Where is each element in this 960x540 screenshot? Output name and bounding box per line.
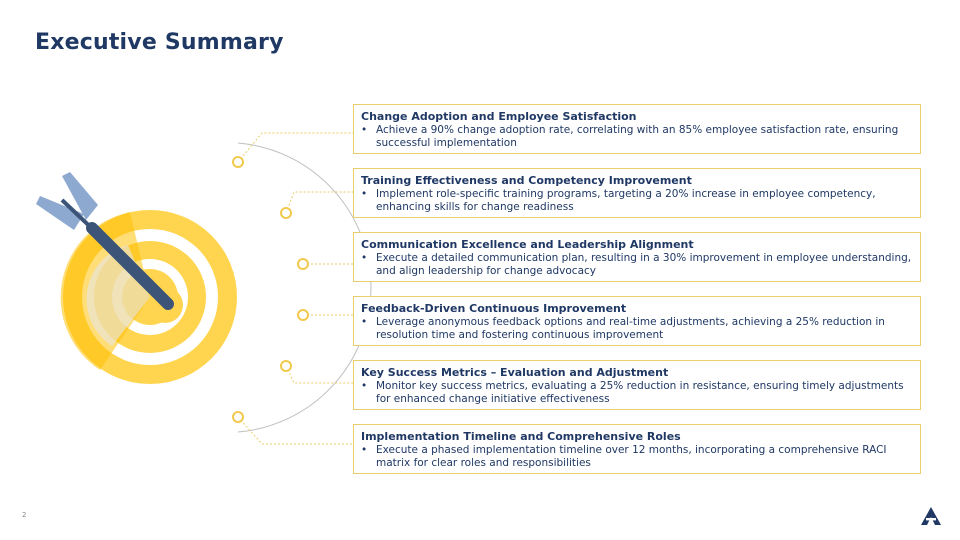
summary-card-title: Feedback-Driven Continuous Improvement (361, 302, 627, 315)
connector-6 (238, 417, 353, 444)
bullet-icon: • (361, 188, 368, 200)
node-5 (281, 361, 291, 371)
bullet-icon: • (361, 444, 368, 456)
summary-card-title: Training Effectiveness and Competency Improvement (361, 174, 692, 187)
page-number: 2 (22, 511, 27, 519)
connector-1 (238, 133, 353, 162)
node-3 (298, 259, 308, 269)
bullet-icon: • (361, 316, 368, 328)
company-logo-icon (920, 506, 942, 526)
bullet-icon: • (361, 252, 368, 264)
page-title: Executive Summary (35, 30, 284, 55)
summary-card-text: Achieve a 90% change adoption rate, correlating with an 85% employee satisfaction rate, ensuring successful implementation (376, 124, 899, 149)
dartboard-arrow-icon (36, 172, 237, 384)
arc-nodes (233, 157, 308, 422)
summary-card-text: Execute a phased implementation timeline over 12 months, incorporating a comprehensive RACI matrix for clear roles and responsibilities (376, 444, 887, 469)
bullet-icon: • (361, 380, 368, 392)
summary-card-text: Implement role-specific training programs, targeting a 20% increase in employee competency, enhancing skills for change readiness (376, 188, 876, 213)
summary-card-title: Implementation Timeline and Comprehensive Roles (361, 430, 681, 443)
node-2 (281, 208, 291, 218)
summary-card-text: Monitor key success metrics, evaluating a 25% reduction in resistance, ensuring timely adjustments for enhanced change initiative effectiveness (376, 380, 904, 405)
node-1 (233, 157, 243, 167)
summary-card-4 (353, 296, 921, 346)
bullet-icon: • (361, 124, 368, 136)
summary-card-title: Communication Excellence and Leadership Alignment (361, 238, 694, 251)
node-4 (298, 310, 308, 320)
summary-card-1 (353, 104, 921, 154)
summary-card-2 (353, 168, 921, 218)
summary-card-5 (353, 360, 921, 410)
node-6 (233, 412, 243, 422)
summary-card-text: Leverage anonymous feedback options and real-time adjustments, achieving a 25% reduction in resolution time and fostering continuous improvement (376, 316, 885, 341)
timeline-arc (238, 143, 371, 432)
connector-5 (286, 366, 353, 383)
connector-lines (238, 133, 353, 444)
summary-card-6 (353, 424, 921, 474)
summary-card-text: Execute a detailed communication plan, resulting in a 30% improvement in employee understanding, and align leadership for change advocacy (376, 252, 912, 277)
summary-card-title: Change Adoption and Employee Satisfaction (361, 110, 637, 123)
summary-card-3 (353, 232, 921, 282)
summary-card-title: Key Success Metrics – Evaluation and Adjustment (361, 366, 669, 379)
